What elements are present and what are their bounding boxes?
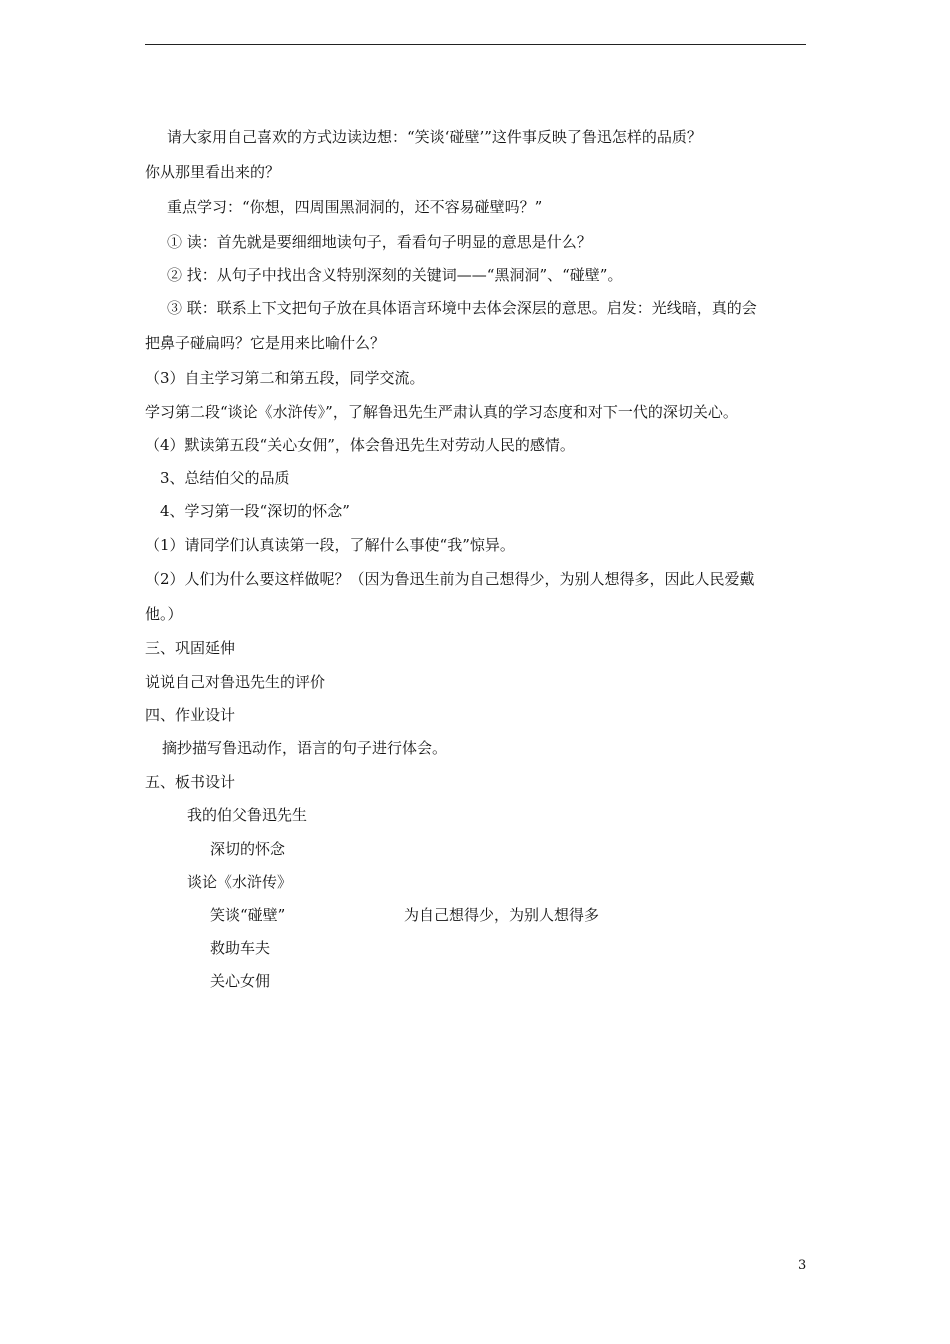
- paragraph-line: 学习第二段“谈论《水浒传》”，了解鲁迅先生严肃认真的学习态度和对下一代的深切关心。: [145, 403, 738, 421]
- paragraph-line: （4）默读第五段“关心女佣”，体会鲁迅先生对劳动人民的感情。: [145, 436, 575, 454]
- paragraph-line: 4、学习第一段“深切的怀念”: [160, 502, 350, 520]
- board-summary: 为自己想得少，为别人想得多: [404, 906, 600, 924]
- header-rule: [145, 44, 806, 45]
- paragraph-line: （3）自主学习第二和第五段，同学交流。: [145, 369, 425, 387]
- board-item: 谈论《水浒传》: [187, 873, 293, 891]
- paragraph-line: 3、总结伯父的品质: [160, 469, 290, 487]
- section-heading: 四、作业设计: [145, 706, 236, 724]
- paragraph-line: （2）人们为什么要这样做呢？（因为鲁迅生前为自己想得少，为别人想得多，因此人民爱戴: [145, 570, 755, 588]
- board-item: 关心女佣: [210, 972, 271, 990]
- section-heading: 三、巩固延伸: [145, 639, 236, 657]
- paragraph-line: （1）请同学们认真读第一段，了解什么事使“我”惊异。: [145, 536, 515, 554]
- paragraph-line: 你从那里看出来的？: [145, 163, 281, 181]
- section-heading: 五、板书设计: [145, 773, 236, 791]
- paragraph-line: ① 读：首先就是要细细地读句子，看看句子明显的意思是什么？: [167, 233, 592, 251]
- board-item: 深切的怀念: [210, 840, 286, 858]
- board-title: 我的伯父鲁迅先生: [187, 806, 308, 824]
- paragraph-line: ③ 联：联系上下文把句子放在具体语言环境中去体会深层的意思。启发：光线暗，真的会: [167, 299, 757, 317]
- paragraph-line: 他。）: [145, 605, 183, 623]
- paragraph-line: 说说自己对鲁迅先生的评价: [145, 673, 326, 691]
- paragraph-line: 把鼻子碰扁吗？它是用来比喻什么？: [145, 334, 386, 352]
- paragraph-line: 请大家用自己喜欢的方式边读边想：“笑谈‘碰壁’”这件事反映了鲁迅怎样的品质？: [167, 128, 702, 146]
- paragraph-line: 重点学习：“你想，四周围黑洞洞的，还不容易碰壁吗？”: [167, 198, 543, 216]
- paragraph-line: 摘抄描写鲁迅动作，语言的句子进行体会。: [162, 739, 448, 757]
- page-number: 3: [798, 1258, 807, 1273]
- board-item: 笑谈“碰壁”: [210, 906, 286, 924]
- board-item: 救助车夫: [210, 939, 271, 957]
- paragraph-line: ② 找：从句子中找出含义特别深刻的关键词——“黑洞洞”、“碰壁”。: [167, 266, 623, 284]
